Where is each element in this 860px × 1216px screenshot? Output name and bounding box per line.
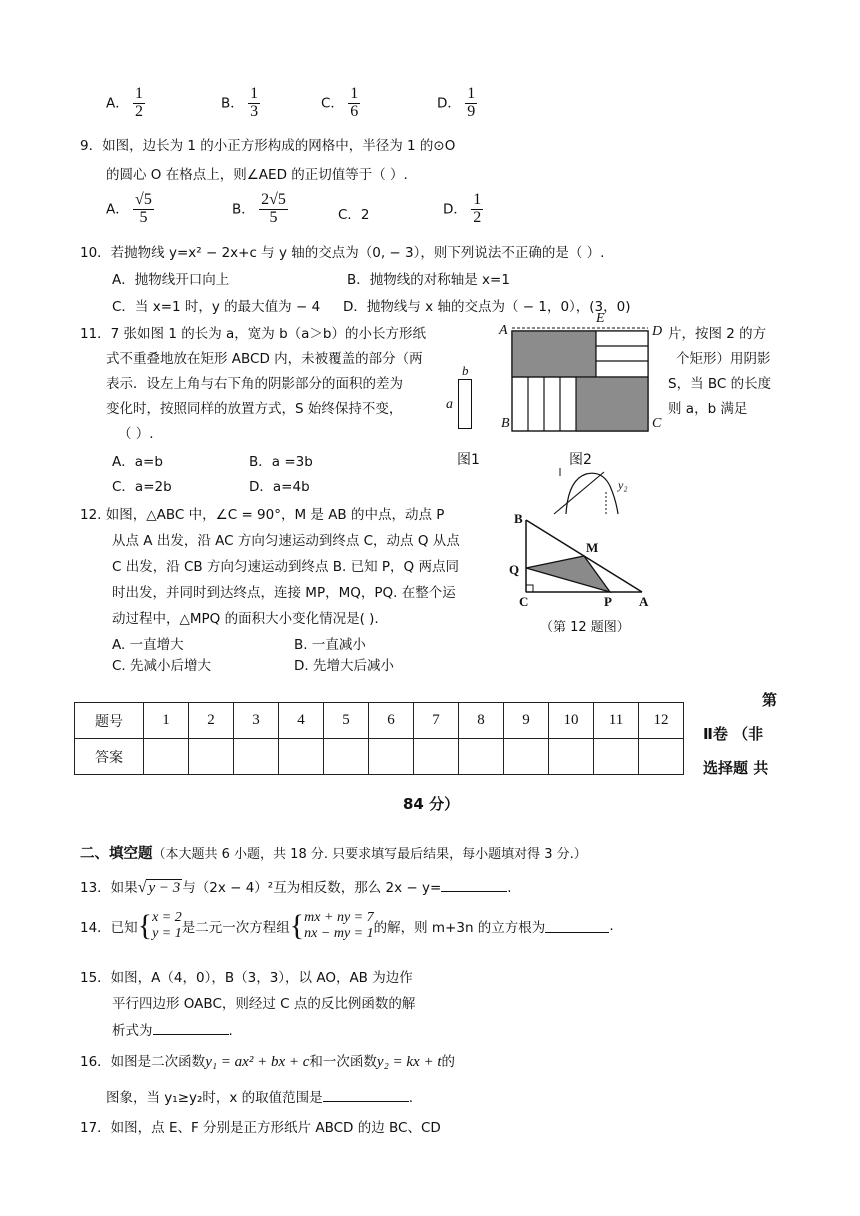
q9-stem-line1: 9．如图，边长为 1 的小正方形构成的网格中，半径为 1 的⊙O	[80, 138, 456, 154]
left-brace-icon: {	[289, 909, 305, 942]
q11-stem-line1-tail: 片，按图 2 的方	[668, 326, 767, 342]
q10-option-b: B．抛物线的对称轴是 x=1	[347, 272, 510, 288]
section2-title: 二、填空题	[80, 846, 153, 862]
q12-point-m: M	[586, 540, 599, 555]
fig2-point-b: B	[501, 416, 510, 431]
q12-point-a: A	[639, 594, 649, 609]
left-brace-icon: {	[137, 909, 153, 942]
q11-stem-line2-tail: 个矩形）用阴影	[676, 351, 771, 367]
q16-stem-line1: 16．如图是二次函数y₁ = ax² + bx + c和一次函数y₂ = kx + t的	[80, 1054, 456, 1070]
q12-stem-line4: 时出发，并同时到达终点，连接 MP，MQ，PQ. 在整个运	[112, 585, 456, 601]
q14-system: mx + ny = 7 nx − my = 1	[304, 910, 374, 941]
answer-cell[interactable]	[279, 739, 324, 775]
q13-answer-blank[interactable]	[441, 879, 507, 892]
q16-formula-1: y₁ = ax² + bx + c	[205, 1054, 310, 1070]
answer-table-number-cell: 12	[639, 703, 684, 739]
q15-stem-line3: 析式为 .	[112, 1023, 233, 1039]
fig2-rectangle-diagram	[496, 308, 668, 436]
fig2-caption: 图2	[569, 452, 592, 468]
q8-option-c	[321, 86, 360, 121]
section2-heading	[80, 842, 587, 863]
q8-option-a-fraction: $\frac{1}{2}$	[135, 85, 144, 120]
q8-option-b-label: B．	[221, 95, 244, 112]
answer-table-number-cell: 2	[189, 703, 234, 739]
answer-cell[interactable]	[639, 739, 684, 775]
q8-option-d-fraction: $\frac{1}{9}$	[467, 85, 476, 120]
q9-option-a: A． $\frac{√5}{5}$	[106, 191, 152, 226]
q8-option-b-fraction: $\frac{1}{3}$	[250, 85, 259, 120]
q9-option-d: D． $\frac{1}{2}$	[443, 191, 482, 226]
q12-option-c: C. 先减小后增大	[112, 658, 212, 674]
q12-caption: （第 12 题图）	[540, 620, 630, 635]
answer-cell[interactable]	[414, 739, 459, 775]
sqrt-icon: √	[137, 879, 147, 896]
q8-option-b	[221, 86, 260, 121]
answer-cell[interactable]	[369, 739, 414, 775]
q11-stem-line3: 表示．设左上角与右下角的阴影部分的面积的差为	[106, 376, 403, 392]
answer-cell[interactable]	[504, 739, 549, 775]
q12-point-b: B	[514, 511, 523, 526]
answer-table-number-cell: 1	[144, 703, 189, 739]
q11-option-c: C．a=2b	[112, 479, 172, 495]
part2-heading-line1: 第	[762, 691, 778, 709]
q9-option-c: C．2	[338, 207, 370, 223]
q14-solution: x = 2 y = 1	[152, 910, 182, 941]
fig2-point-a: A	[499, 323, 508, 338]
section2-description: （本大题共 6 小题，共 18 分. 只要求填写最后结果，每小题填对得 3 分.）	[152, 847, 587, 862]
q8-option-c-label: C．	[321, 95, 344, 112]
q11-stem-line4: 变化时，按照同样的放置方式，S 始终保持不变，	[106, 401, 403, 417]
q16-stem-line2: 图象，当 y₁≥y₂时，x 的取值范围是 .	[106, 1090, 413, 1106]
part2-heading-line4: 84 分）	[403, 795, 460, 813]
q16-thumb-label: y₂	[618, 478, 628, 492]
answer-table-number-cell: 3	[234, 703, 279, 739]
answer-cell[interactable]	[189, 739, 234, 775]
answer-table-number-cell: 8	[459, 703, 504, 739]
q8-option-a	[106, 86, 145, 121]
answer-cell[interactable]	[324, 739, 369, 775]
fig1-caption: 图1	[457, 452, 480, 468]
answer-table-number-cell: 11	[594, 703, 639, 739]
part2-heading-line2: Ⅱ卷 （非	[703, 725, 764, 743]
answer-cell[interactable]	[234, 739, 279, 775]
q10-stem: 10．若抛物线 y=x² − 2x+c 与 y 轴的交点为（0, − 3），则下列说法不正确的是（ ）.	[80, 245, 605, 261]
fig2-point-e: E	[596, 311, 605, 326]
q12-option-b: B. 一直减小	[294, 637, 366, 653]
q17-stem-line1: 17．如图，点 E、F 分别是正方形纸片 ABCD 的边 BC、CD	[80, 1120, 441, 1136]
fig1-label-a: a	[446, 397, 453, 412]
fig1-label-b: b	[462, 363, 469, 378]
answer-cell[interactable]	[144, 739, 189, 775]
q10-option-a: A．抛物线开口向上	[112, 272, 230, 288]
q15-stem-line2: 平行四边形 OABC，则经过 C 点的反比例函数的解	[112, 996, 416, 1012]
q12-point-q: Q	[509, 562, 520, 577]
answer-table-answer-row	[75, 739, 684, 775]
q15-stem-line1: 15．如图，A（4，0），B（3，3），以 AO，AB 为边作	[80, 970, 413, 986]
q13: 13．如果√ y − 3 与（2x − 4）²互为相反数，那么 2x − y= .	[80, 879, 512, 896]
answer-table-header-number: 题号	[75, 703, 144, 739]
q8-option-d	[437, 86, 477, 121]
q11-stem-line4-tail: 则 a，b 满足	[668, 401, 748, 417]
q12-stem-line2: 从点 A 出发，沿 AC 方向匀速运动到终点 C，动点 Q 从点	[112, 533, 460, 549]
answer-table-number-cell: 9	[504, 703, 549, 739]
answer-table-number-cell: 7	[414, 703, 459, 739]
q8-option-a-label: A．	[106, 95, 129, 112]
q12-point-c: C	[519, 594, 529, 609]
q11-option-b: B．a =3b	[249, 454, 313, 470]
q11-stem-line3-tail: S，当 BC 的长度	[668, 376, 772, 392]
answer-table-header-answer: 答案	[75, 739, 144, 775]
q12-option-d: D. 先增大后减小	[294, 658, 394, 674]
fig2-point-c: C	[652, 416, 662, 431]
fig2-point-d: D	[652, 324, 663, 339]
q16-formula-2: y₂ = kx + t	[376, 1054, 442, 1070]
q12-point-p: P	[604, 594, 612, 609]
answer-cell[interactable]	[594, 739, 639, 775]
q10-option-d: D．抛物线与 x 轴的交点为（ − 1，0），(3，0)	[343, 299, 631, 315]
q15-answer-blank[interactable]	[153, 1022, 229, 1035]
q12-option-a: A. 一直增大	[112, 637, 184, 653]
q12-stem-line1: 12. 如图，△ABC 中，∠C = 90°，M 是 AB 的中点，动点 P	[80, 507, 445, 523]
q11-option-d: D．a=4b	[249, 479, 310, 495]
answer-table	[74, 702, 684, 775]
answer-cell[interactable]	[459, 739, 504, 775]
answer-table-number-cell: 6	[369, 703, 414, 739]
q10-option-c: C．当 x=1 时，y 的最大值为 − 4	[112, 299, 321, 315]
answer-table-number-cell: 5	[324, 703, 369, 739]
q14: 14．已知{ x = 2 y = 1 是二元一次方程组{ mx + ny = 7 nx − my = 1 的解，则 m+3n 的立方根为 .	[80, 909, 614, 942]
q16-answer-blank[interactable]	[323, 1089, 409, 1102]
fig1-small-rectangle	[458, 379, 472, 429]
q13-radicand: y − 3	[148, 880, 181, 896]
q12-triangle-diagram	[520, 516, 650, 602]
q12-stem-line3: C 出发，沿 CB 方向匀速运动到终点 B. 已知 P，Q 两点同	[112, 559, 459, 575]
q12-stem-line5: 动过程中，△MPQ 的面积大小变化情况是( ).	[112, 611, 379, 627]
part2-heading-line3: 选择题 共	[703, 759, 769, 777]
q8-option-d-label: D．	[437, 95, 461, 112]
q14-answer-blank[interactable]	[545, 920, 609, 933]
q11-option-a: A．a=b	[112, 454, 163, 470]
q11-stem-line2: 式不重叠地放在矩形 ABCD 内，未被覆盖的部分（两	[106, 351, 423, 367]
q9-stem-line2: 的圆心 O 在格点上，则∠AED 的正切值等于（ ）.	[106, 167, 408, 183]
answer-table-number-cell: 4	[279, 703, 324, 739]
q8-option-c-fraction: $\frac{1}{6}$	[350, 85, 359, 120]
answer-cell[interactable]	[549, 739, 594, 775]
q16-graph-thumbnail	[546, 462, 646, 516]
q9-option-b: B． $\frac{2√5}{5}$	[232, 191, 286, 226]
q11-stem-line1: 11．7 张如图 1 的长为 a，宽为 b（a＞b）的小长方形纸	[80, 326, 426, 342]
answer-table-number-cell: 10	[549, 703, 594, 739]
q11-stem-line5: （ ）.	[118, 426, 154, 442]
answer-table-number-row	[75, 703, 684, 739]
